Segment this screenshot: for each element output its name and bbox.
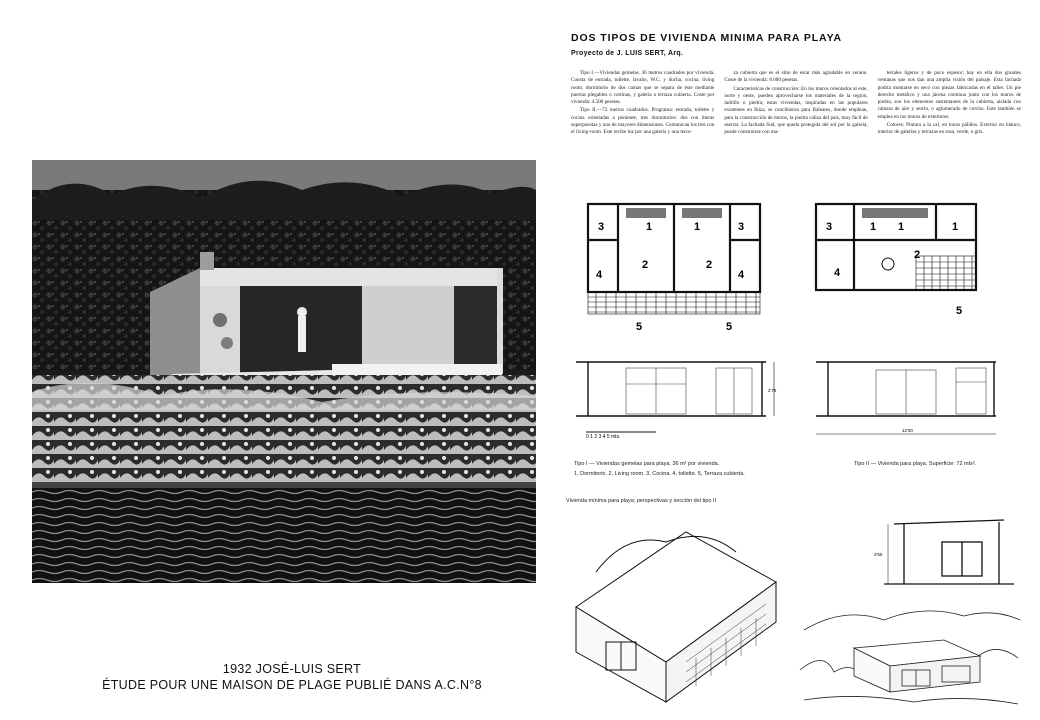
length-dimension: 12'00 (902, 428, 913, 433)
paragraph: Tipo I.—Viviendas gemelas. 36 metros cuadrados por vivienda. Consta de entrada, toilette, lavabo, W.C. y ducha, cocina, living room, dormitorio de dos camas que se separa de éste mediante puertas plegables o cortinas, y galería o terraza cubierta. Coste por vivienda: 4.500 pesetas. (571, 70, 715, 106)
caption-tipo-1: Tipo I — Viviendas gemelas para playa. 36 m² por vivienda. (574, 461, 720, 467)
perspective-drawing-1 (566, 512, 786, 712)
plan-label: 2 (914, 249, 921, 261)
plan-label: 5 (726, 321, 733, 333)
perspective-caption: Vivienda mínima para playa; perspectivas y sección del tipo II (566, 498, 717, 504)
magazine-subtitle: Proyecto de J. LUIS SERT, Arq. (571, 50, 684, 57)
scale-label: 0 1 2 3 4 5 mts. (586, 434, 621, 440)
plan-label: 1 (898, 221, 905, 233)
plan-label: 1 (694, 221, 701, 233)
photo-caption (40, 661, 544, 693)
section-dimension: 2'50 (874, 552, 883, 557)
plan-label: 1 (646, 221, 653, 233)
plan-label: 5 (636, 321, 643, 333)
plan-label: 4 (596, 269, 603, 281)
paragraph: Tipo II.—72 metros cuadrados. Programa: entrada, toilette y cocina orientadas a poniente, tres dormitorios: dos con literas superpuestas y uno de mayores dimensiones. Comunican los tres con el living-room. Este recibe luz por una galería y una terra- (571, 107, 715, 136)
plan-label: 4 (834, 267, 841, 279)
article-column-3 (878, 70, 1021, 138)
magazine-page (556, 24, 1026, 714)
plan-label: 2 (642, 259, 649, 271)
paragraph: Características de construcción: En los muros orientados al este, norte y oeste, pueden aprovecharse los materiales de la región, ladrillo o piedra; estas viviendas, inspiradas en las populares existentes en Ibiza, se concibieron para Baleares, donde emplean, para la construcción de muros, la piedra caliza del país, muy fácil de aserrar. La fachada Sud, que queda protegida del sol por la galería, puede construirse con ma- (724, 85, 868, 136)
plan-label: 1 (952, 221, 959, 233)
plan-tipo-1 (566, 196, 786, 336)
plan-label: 3 (738, 221, 745, 233)
paragraph: za cubierta que es el sitio de estar más agradable en verano. Coste de la vivienda: 8.000 pesetas. (724, 70, 868, 84)
caption-tipo-2: Tipo II — Vivienda para playa. Superficie: 72 mts². (854, 461, 977, 467)
plan-label: 3 (598, 221, 605, 233)
section-dimension: 2'75 (768, 388, 777, 393)
section-tipo-1 (566, 352, 786, 452)
paragraph: Colores: Pintura a la cal, en tonos pálidos. Exterior en blanco, interior de galerías y terrazas en rosa, verde, o gris. (877, 122, 1021, 136)
plan-tipo-2 (806, 196, 1016, 336)
plan-label: 4 (738, 269, 745, 281)
caption-line-2: ÉTUDE POUR UNE MAISON DE PLAGE PUBLIÉ DANS A.C.N°8 (102, 678, 482, 692)
article-column-2 (724, 70, 867, 138)
cross-section-drawing (794, 512, 1024, 604)
plan-label: 2 (706, 259, 713, 271)
paragraph: teriales ligeros y de poco espesor; hay en ella dos grandes ventanas que nos dan una amplia visión del paisaje. Esta fachada podría montarse en seco con piezas fabricadas en el taller. Un pie derecho metálico y una jácena continua junto con los muros de piedra, son los elementos sustentantes de la cubierta, aislada con cámara de aire y serrín, o aglomerado de corcho. Este también se emplea en los muros de exteriores. (877, 70, 1021, 120)
beach-house-photo (32, 160, 536, 583)
section-tipo-2 (806, 352, 1016, 452)
caption-line-1: 1932 JOSÉ-LUIS SERT (222, 662, 362, 676)
plan-legend: 1, Dormitorio. 2, Living room. 3, Cocina. 4, toilette. 5, Terraza cubierta. (574, 471, 745, 477)
plan-label: 3 (826, 221, 833, 233)
perspective-drawing-2 (794, 600, 1024, 712)
plan-label: 5 (956, 305, 963, 317)
article-column-1 (571, 70, 714, 138)
magazine-title: DOS TIPOS DE VIVIENDA MINIMA PARA PLAYA (571, 32, 842, 44)
article-columns (571, 70, 1021, 138)
plan-label: 1 (870, 221, 877, 233)
